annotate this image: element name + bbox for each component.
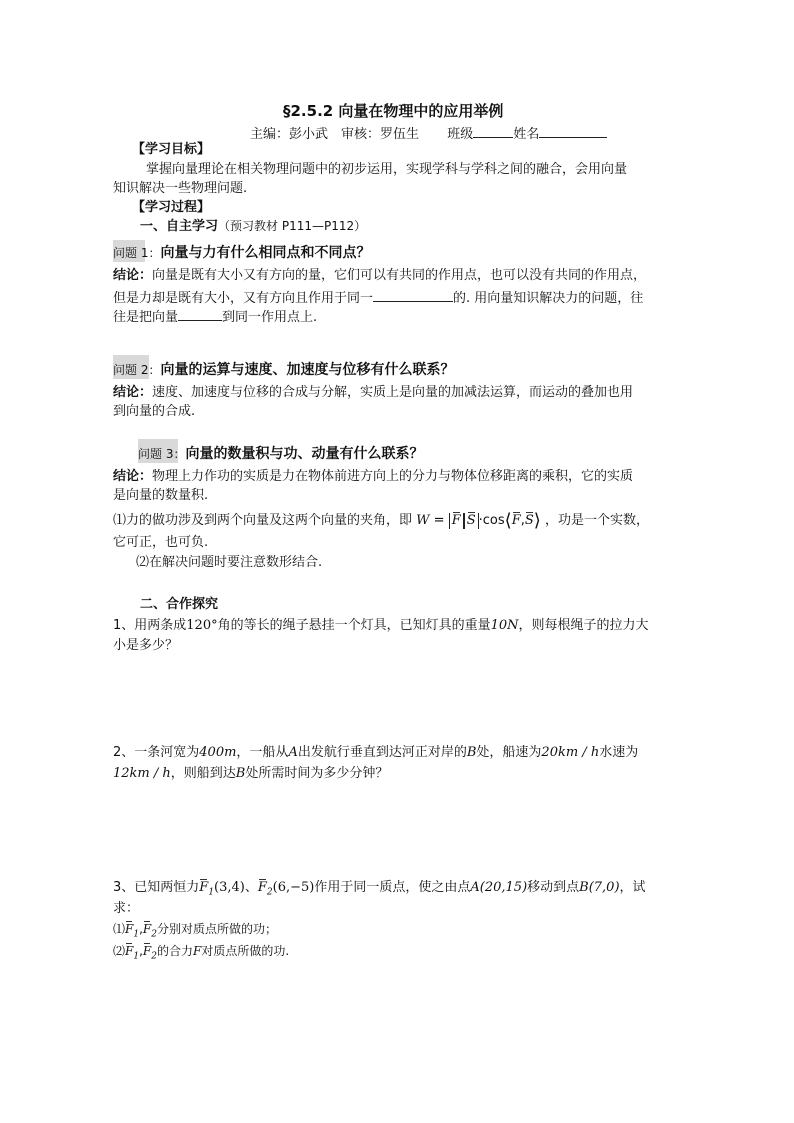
p3-s1-f1: F bbox=[125, 922, 134, 936]
p2-point-b: B bbox=[466, 745, 477, 760]
p2-width: 400m bbox=[199, 745, 237, 760]
p3-text-b: 作用于同一质点，使之由点 bbox=[314, 880, 471, 895]
formula-cos: ·cos bbox=[478, 513, 505, 528]
p2-text-d: 处，船速为 bbox=[476, 745, 542, 760]
p3-s2-comma: , bbox=[139, 944, 143, 958]
q1-label: 问题 1： bbox=[113, 246, 161, 260]
formula-w: W bbox=[416, 513, 430, 528]
formula-eq: = bbox=[429, 513, 449, 528]
p3-s1-f2: F bbox=[142, 922, 152, 936]
q2-label: 问题 2： bbox=[113, 363, 161, 377]
p3-s2-f1: F bbox=[125, 944, 134, 958]
problem-3-sub-2 bbox=[113, 944, 289, 962]
formula-angle-s: S bbox=[524, 513, 534, 528]
p2-text-b: ，一船从 bbox=[236, 745, 289, 760]
formula-comma: , bbox=[520, 513, 525, 528]
goals-heading: 【学习目标】 bbox=[132, 142, 211, 157]
p3-text-d: ，试 bbox=[619, 880, 646, 895]
p2-text-a: 2、一条河宽为 bbox=[113, 745, 200, 760]
q3-item-1-cont: 它可正，也可负. bbox=[113, 535, 209, 550]
p1-text-a: 1、用两条成 bbox=[113, 618, 187, 633]
name-blank bbox=[539, 124, 607, 138]
angle-bracket-left-icon: ⟨ bbox=[504, 510, 512, 531]
formula-s: S bbox=[466, 513, 476, 528]
p1-angle: 120° bbox=[186, 618, 218, 633]
editor-line bbox=[250, 124, 607, 143]
q1-blank-2 bbox=[178, 307, 222, 321]
problem-1-line-1 bbox=[113, 618, 649, 634]
p2-text-c: 出发航行垂直到达河正对岸的 bbox=[297, 745, 467, 760]
q1-line-2 bbox=[113, 288, 643, 307]
q2-line-1 bbox=[113, 385, 633, 401]
q3-line-1-text: 物理上力作功的实质是力在物体前进方向上的分力与物体位移距离的乘积，它的实质 bbox=[152, 469, 634, 484]
problem-1-line-2: 小是多少？ bbox=[113, 638, 179, 653]
q1-line-1 bbox=[113, 268, 646, 284]
q1-line-2a: 但是力却是既有大小，又有方向且作用于同一 bbox=[113, 291, 374, 306]
q2-heading bbox=[113, 362, 454, 379]
formula-angle-f: F bbox=[511, 513, 521, 528]
p3-s1-comma: , bbox=[139, 922, 143, 936]
p2-point-a: A bbox=[288, 745, 298, 760]
q2-conclusion-label: 结论： bbox=[113, 385, 153, 400]
p3-sep: 、 bbox=[244, 880, 258, 895]
q3-conclusion-label: 结论： bbox=[113, 469, 153, 484]
p3-f2-sub: 2 bbox=[266, 887, 273, 898]
class-label: 班级 bbox=[447, 127, 474, 142]
p3-s1-text: 分别对质点所做的功； bbox=[156, 922, 277, 936]
q1-blank-1 bbox=[373, 288, 453, 302]
q1-line-3 bbox=[113, 307, 317, 326]
work-formula bbox=[416, 510, 545, 531]
p3-s2-f1-sub: 1 bbox=[133, 951, 140, 962]
p3-s2-text-a: 的合力 bbox=[156, 944, 193, 958]
p3-s2-num: ⑵ bbox=[113, 944, 126, 958]
p1-text-b: 角的等长的绳子悬挂一个灯具，已知灯具的重量 bbox=[217, 618, 491, 633]
q3-item-1-tail: ，功是一个实数， bbox=[544, 513, 649, 528]
p3-s1-f1-sub: 1 bbox=[133, 929, 140, 940]
q1-line-1-text: 向量是既有大小又有方向的量，它们可以有共同的作用点，也可以没有共同的作用点， bbox=[152, 268, 647, 283]
p3-f1: F bbox=[199, 880, 209, 895]
p1-text-c: ，则每根绳子的拉力大 bbox=[518, 618, 649, 633]
p2-boat-speed: 20km / h bbox=[541, 745, 600, 760]
p2-text-e: 水速为 bbox=[599, 745, 639, 760]
p3-s2-f2-sub: 2 bbox=[151, 951, 157, 962]
self-study-note: （预习教材 P111—P112） bbox=[218, 219, 367, 233]
q1-line-3a: 往是把向量 bbox=[113, 310, 179, 325]
class-blank bbox=[473, 124, 513, 138]
p3-s2-f: F bbox=[192, 944, 202, 958]
q2-line-1-text: 速度、加速度与位移的合成与分解，实质上是向量的加减法运算，而运动的叠加也用 bbox=[152, 385, 634, 400]
formula-f: F bbox=[451, 513, 461, 528]
q3-item-2: ⑵在解决问题时要注意数形结合. bbox=[136, 555, 323, 570]
editor-text: 主编：彭小武 审核：罗伍生 bbox=[250, 127, 420, 142]
p2-text-f: ，则船到达 bbox=[170, 766, 236, 781]
p3-point-b: B(7,0) bbox=[579, 880, 620, 895]
goals-line-2: 知识解决一些物理问题. bbox=[113, 181, 248, 196]
q2-text: 向量的运算与速度、加速度与位移有什么联系？ bbox=[160, 362, 455, 378]
q3-item-1-text: ⑴力的做功涉及到两个向量及这两个向量的夹角，即 bbox=[113, 513, 413, 528]
p2-point-b-2: B bbox=[235, 766, 246, 781]
q3-item-1 bbox=[113, 510, 649, 532]
self-study-heading: 一、自主学习 bbox=[140, 219, 219, 234]
process-heading: 【学习过程】 bbox=[132, 200, 211, 215]
problem-3-line-2: 求： bbox=[113, 901, 140, 916]
q1-conclusion-label: 结论： bbox=[113, 268, 153, 283]
q3-text: 向量的数量积与功、动量有什么联系？ bbox=[185, 446, 424, 462]
q1-line-2b: 的. 用向量知识解决力的问题，往 bbox=[453, 291, 644, 306]
coop-heading: 二、合作探究 bbox=[140, 597, 219, 612]
page-title: §2.5.2 向量在物理中的应用举例 bbox=[283, 102, 504, 120]
p3-point-a: A(20,15) bbox=[470, 880, 528, 895]
goals-line-1: 掌握向量理论在相关物理问题中的初步运用，实现学科与学科之间的融合，会用向量 bbox=[146, 162, 628, 177]
q3-line-1 bbox=[113, 469, 633, 485]
q3-label: 问题 3： bbox=[138, 447, 186, 461]
p3-s1-num: ⑴ bbox=[113, 922, 126, 936]
p3-s2-f2: F bbox=[142, 944, 152, 958]
q1-text: 向量与力有什么相同点和不同点？ bbox=[160, 245, 371, 261]
p3-text-c: 移动到点 bbox=[527, 880, 580, 895]
angle-bracket-right-icon: ⟩ bbox=[533, 510, 541, 531]
self-study-line bbox=[140, 219, 366, 235]
problem-3-sub-1 bbox=[113, 922, 277, 940]
problem-2-line-2 bbox=[113, 766, 388, 782]
q2-line-2: 到向量的合成. bbox=[113, 404, 196, 419]
q3-line-2: 是向量的数量积. bbox=[113, 488, 209, 503]
p3-f2-value: (6,−5) bbox=[272, 880, 315, 895]
problem-3-line-1 bbox=[113, 880, 646, 898]
p3-text-a: 3、已知两恒力 bbox=[113, 880, 200, 895]
name-label: 姓名 bbox=[513, 127, 540, 142]
p3-f2: F bbox=[257, 880, 267, 895]
p1-weight: 10N bbox=[490, 618, 519, 633]
problem-2-line-1 bbox=[113, 745, 638, 761]
p3-s1-f2-sub: 2 bbox=[151, 929, 157, 940]
q1-heading bbox=[113, 245, 370, 262]
p3-s2-text-b: 对质点所做的功. bbox=[201, 944, 290, 958]
p3-f1-value: (3,4) bbox=[214, 880, 245, 895]
p2-water-speed: 12km / h bbox=[113, 766, 171, 781]
q3-heading bbox=[138, 446, 423, 463]
q1-line-3b: 到同一作用点上. bbox=[222, 310, 318, 325]
p2-text-g: 处所需时间为多少分钟？ bbox=[245, 766, 389, 781]
p3-f1-sub: 1 bbox=[208, 887, 215, 898]
